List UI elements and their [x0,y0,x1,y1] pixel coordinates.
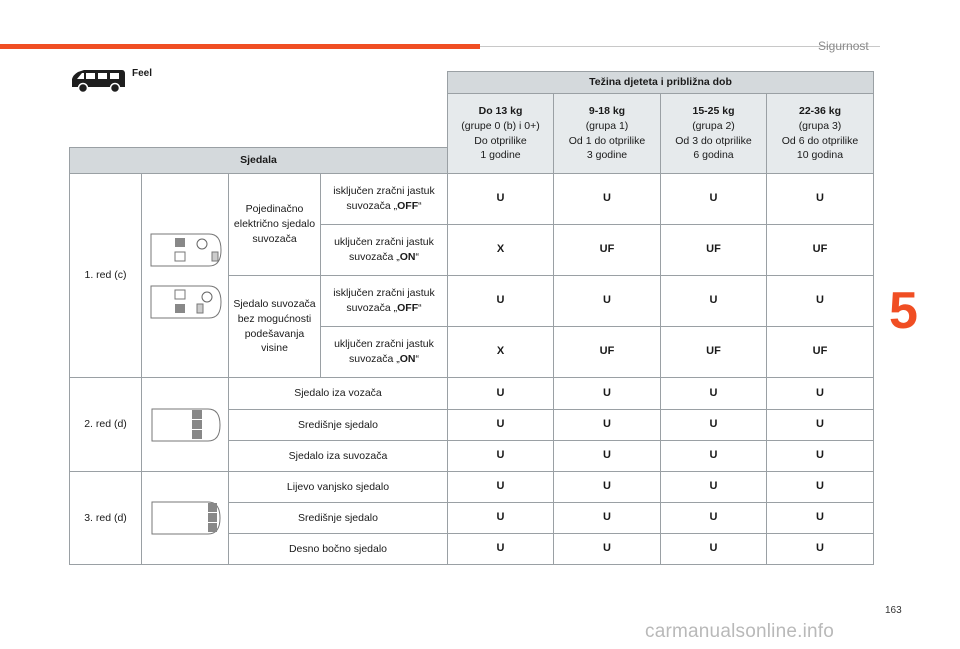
group-age-line2: 6 godina [693,149,734,162]
row2-diagram [141,377,229,472]
airbag-state: OFF [397,302,419,314]
value-cell: U [660,440,767,472]
group-name: (grupa 1) [585,119,629,132]
value-cell: U [660,471,767,503]
airbag-on-cell [320,224,448,276]
value-cell: UF [660,224,767,276]
value-cell: U [766,377,874,410]
quote: “ [418,200,422,212]
row2-label: 2. red (d) [69,377,142,472]
section-title: Sigurnost [818,39,869,53]
value-cell: U [553,173,661,225]
group-age-line1: Od 1 do otprilike [568,134,646,147]
group-name: (grupa 3) [798,119,842,132]
group-header-3 [766,93,874,174]
group-age-line2: 3 godine [586,149,628,162]
value-cell: U [660,502,767,534]
row3-seat: Desno bočno sjedalo [228,533,448,565]
quote: “ [418,302,422,314]
group-name: (grupa 2) [692,119,735,132]
airbag-state: ON [399,251,416,263]
value-cell: U [660,173,767,225]
value-cell: U [553,471,661,503]
van-icon [70,68,126,94]
value-cell: U [553,533,661,565]
watermark: carmanualsonline.info [645,621,835,642]
value-cell: U [766,440,874,472]
value-cell: U [660,533,767,565]
second-row-diagram [146,405,224,445]
group-header-1 [553,93,661,174]
value-cell: U [553,502,661,534]
airbag-off-cell [320,173,448,225]
value-cell: UF [553,224,661,276]
value-cell: UF [553,326,661,378]
row1-seat-b: Sjedalo suvozača bez mogućnosti podešavanja visine [228,275,321,378]
group-age-line1: Do otprilike [474,134,527,147]
value-cell: U [660,377,767,410]
group-weight: 22-36 kg [798,105,842,118]
value-cell: U [553,275,661,327]
group-age-line1: Od 6 do otprilike [781,134,859,147]
airbag-on-cell [320,326,448,378]
airbag-state: OFF [397,200,419,212]
group-header-0 [447,93,554,174]
value-cell: U [660,409,767,441]
value-cell: U [766,502,874,534]
value-cell: UF [766,326,874,378]
group-name: (grupe 0 (b) i 0+) [461,119,540,132]
value-cell: U [447,409,554,441]
value-cell: U [553,377,661,410]
quote: “ [415,251,420,263]
row1-label: 1. red (c) [69,173,142,378]
airbag-text: uključen zračni jastuk suvozača „ [334,338,434,365]
value-cell: U [553,440,661,472]
group-age-line1: Od 3 do otprilike [675,134,752,147]
value-cell: U [766,275,874,327]
row1-diagram [141,173,229,378]
quote: “ [415,353,420,365]
value-cell: UF [660,326,767,378]
row2-seat: Središnje sjedalo [228,409,448,441]
row2-seat: Sjedalo iza vozača [228,377,448,410]
model-label: Feel [132,68,153,79]
airbag-state: ON [399,353,416,365]
value-cell: U [447,275,554,327]
weight-header: Težina djeteta i približna dob [447,71,874,94]
value-cell: U [660,275,767,327]
front-seat-diagram [145,228,225,324]
airbag-text: isključen zračni jastuk suvozača „ [333,287,435,314]
value-cell: UF [766,224,874,276]
group-age-line2: 1 godine [480,149,521,162]
row3-diagram [141,471,229,565]
value-cell: U [766,173,874,225]
page-number: 163 [885,605,902,616]
airbag-text: uključen zračni jastuk suvozača „ [334,236,434,263]
row2-seat: Sjedalo iza suvozača [228,440,448,472]
airbag-off-cell [320,275,448,327]
value-cell: U [766,533,874,565]
group-weight: 9-18 kg [588,105,626,118]
value-cell: X [447,326,554,378]
row3-label: 3. red (d) [69,471,142,565]
seats-header: Sjedala [69,147,448,174]
group-age-line2: 10 godina [796,149,844,162]
group-weight: 15-25 kg [692,105,735,118]
value-cell: U [447,502,554,534]
value-cell: U [447,173,554,225]
value-cell: U [447,440,554,472]
value-cell: U [766,471,874,503]
row1-seat-a: Pojedinačno električno sjedalo suvozača [228,173,321,276]
row3-seat: Lijevo vanjsko sjedalo [228,471,448,503]
value-cell: U [447,471,554,503]
value-cell: X [447,224,554,276]
top-accent-bar [0,44,480,49]
value-cell: U [447,377,554,410]
row3-seat: Središnje sjedalo [228,502,448,534]
group-weight: Do 13 kg [478,105,523,118]
third-row-diagram [146,498,224,538]
chapter-number: 5 [889,282,918,340]
group-header-2 [660,93,767,174]
airbag-text: isključen zračni jastuk suvozača „ [333,185,435,212]
value-cell: U [553,409,661,441]
value-cell: U [766,409,874,441]
value-cell: U [447,533,554,565]
